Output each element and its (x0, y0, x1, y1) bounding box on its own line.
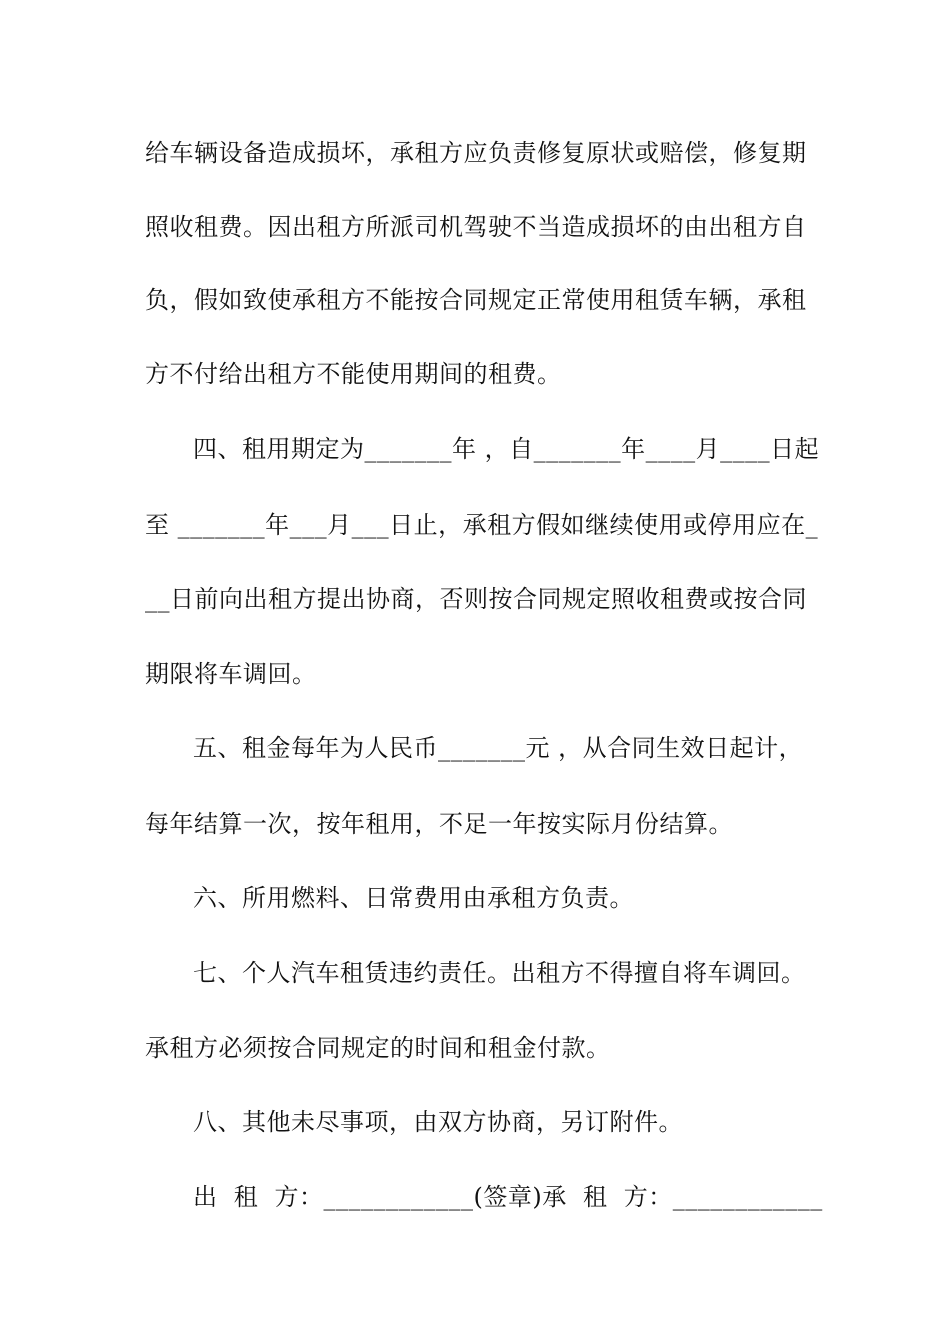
clause-six-line: 六、所用燃料、日常费用由承租方负责。 (193, 884, 634, 912)
paragraph-line: 每年结算一次，按年租用，不足一年按实际月份结算。 (145, 810, 733, 838)
paragraph-line: 照收租费。因出租方所派司机驾驶不当造成损坏的由出租方自 (145, 213, 807, 241)
paragraph-line: 给车辆设备造成损坏，承租方应负责修复原状或赔偿，修复期 (145, 139, 807, 167)
paragraph-line: 负，假如致使承租方不能按合同规定正常使用租赁车辆，承租 (145, 286, 807, 314)
paragraph-line: 承租方必须按合同规定的时间和租金付款。 (145, 1034, 611, 1062)
paragraph-line: 至 _______年___月___日止，承租方假如继续使用或停用应在_ (145, 511, 819, 539)
clause-seven-line: 七、个人汽车租赁违约责任。出租方不得擅自将车调回。 (193, 959, 806, 987)
clause-four-line: 四、租用期定为_______年 ，自_______年____月____日起 (193, 435, 820, 463)
clause-five-line: 五、租金每年为人民币_______元 ，从合同生效日起计， (193, 734, 804, 762)
paragraph-line: __日前向出租方提出协商，否则按合同规定照收租费或按合同 (145, 585, 807, 613)
paragraph-line: 方不付给出租方不能使用期间的租费。 (145, 360, 562, 388)
paragraph-line: 期限将车调回。 (145, 660, 317, 688)
clause-eight-line: 八、其他未尽事项，由双方协商，另订附件。 (193, 1108, 683, 1136)
signature-line: 出 租 方：____________(签章)承 租 方：____________ (193, 1183, 823, 1211)
